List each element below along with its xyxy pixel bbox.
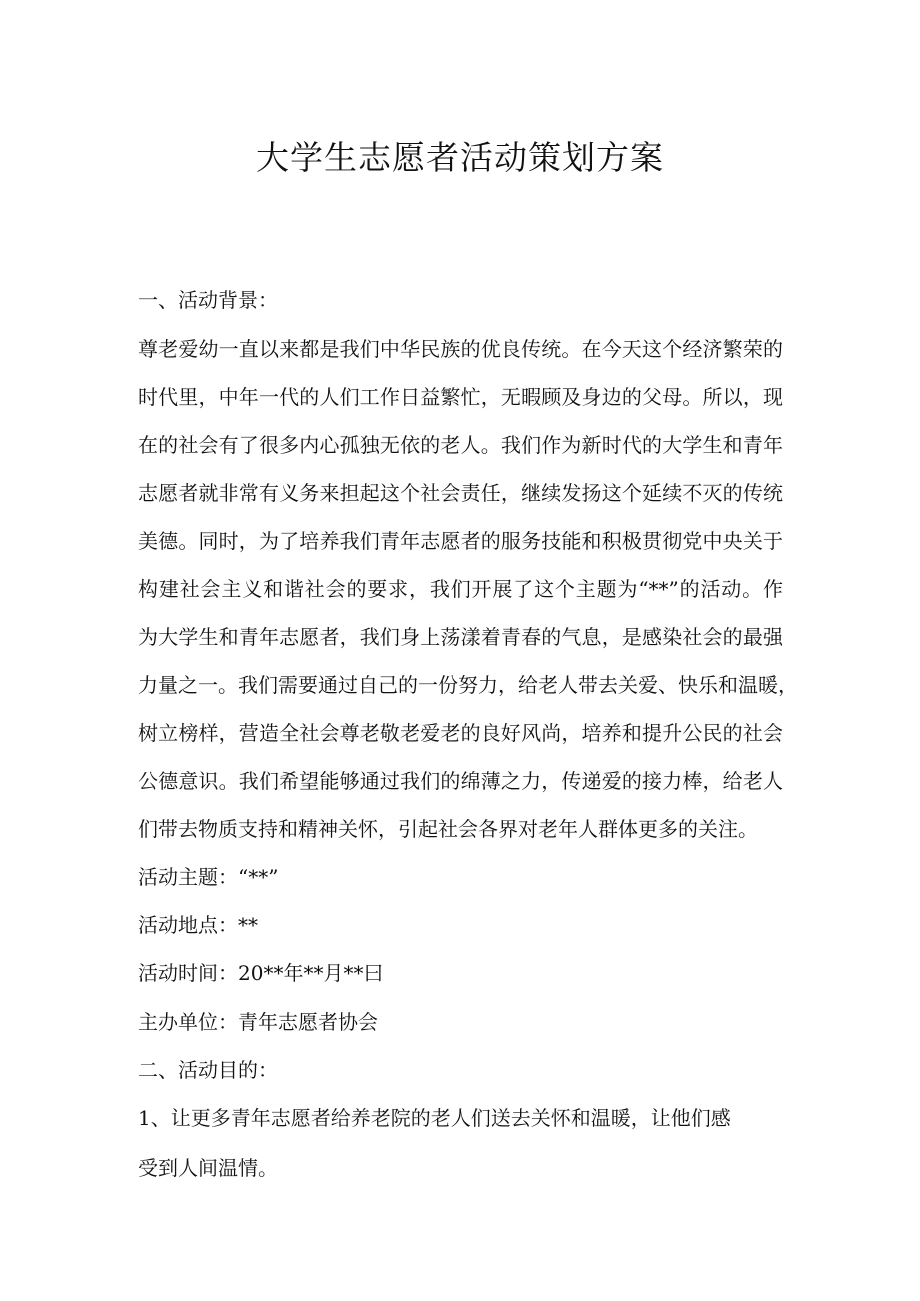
activity-organizer: 主办单位：青年志愿者协会 xyxy=(138,1010,378,1034)
paragraph-line: 们带去物质支持和精神关怀，引起社会各界对老年人群体更多的关注。 xyxy=(138,817,758,841)
paragraph-line: 树立榜样，营造全社会尊老敬老爱老的良好风尚，培养和提升公民的社会 xyxy=(138,721,783,745)
activity-time: 活动时间：20**年**月**曰 xyxy=(138,961,384,985)
activity-theme: 活动主题：“**” xyxy=(138,865,279,889)
paragraph-line: 公德意识。我们希望能够通过我们的绵薄之力，传递爱的接力棒，给老人 xyxy=(138,769,783,793)
paragraph-line: 美德。同时，为了培养我们青年志愿者的服务技能和积极贯彻党中央关于 xyxy=(138,529,783,553)
purpose-line: 1、让更多青年志愿者给养老院的老人们送去关怀和温暖，让他们感 xyxy=(138,1106,731,1130)
document-title: 大学生志愿者活动策划方案 xyxy=(256,138,664,177)
activity-location: 活动地点：** xyxy=(138,913,258,937)
paragraph-line: 时代里，中年一代的人们工作日益繁忙，无暇顾及身边的父母。所以，现 xyxy=(138,385,783,409)
paragraph-line: 为大学生和青年志愿者，我们身上荡漾着青春的气息，是感染社会的最强 xyxy=(138,625,783,649)
purpose-line: 受到人间温情。 xyxy=(138,1156,278,1180)
paragraph-line: 在的社会有了很多内心孤独无依的老人。我们作为新时代的大学生和青年 xyxy=(138,433,783,457)
paragraph-line: 尊老爱幼一直以来都是我们中华民族的优良传统。在今天这个经济繁荣的 xyxy=(138,337,783,361)
section-heading-background: 一、活动背景： xyxy=(138,288,278,312)
paragraph-line: 力量之一。我们需要通过自己的一份努力，给老人带去关爱、快乐和温暖， xyxy=(138,673,798,697)
section-heading-purpose: 二、活动目的： xyxy=(138,1058,278,1082)
paragraph-line: 志愿者就非常有义务来担起这个社会责任，继续发扬这个延续不灭的传统 xyxy=(138,481,783,505)
paragraph-line: 构建社会主义和谐社会的要求，我们开展了这个主题为“**”的活动。作 xyxy=(138,577,783,601)
